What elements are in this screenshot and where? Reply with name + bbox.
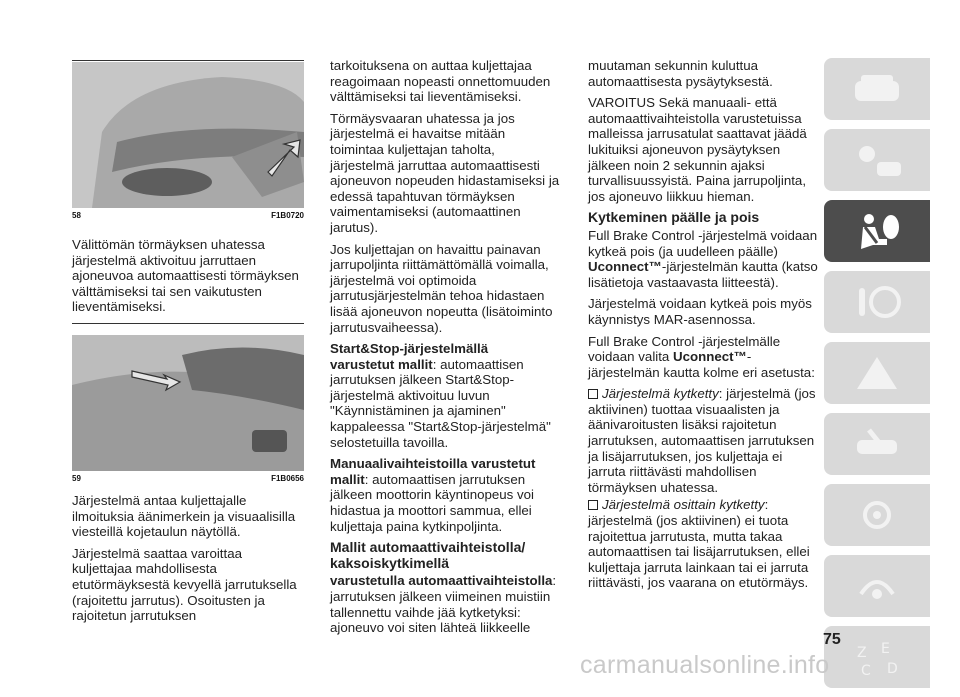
- text: : järjestelmä (jos aktiivinen) ei tuota rajoitettua jarrutusta, mutta takaa automaattisen tai lisäjarrutuksen, ellei kuljettaja jarruta lainkaan tai ei jarruta riittävästi, jos vaarana on etutörmäys.: [588, 497, 810, 591]
- paragraph: Törmäysvaaran uhatessa ja jos järjestelmä ei havaitse mitään toimintaa kuljettajan taholta, järjestelmä jarruttaa automaattisesti ajoneuvon nopeuden hidastamiseksi ja edessä tapahtuvan törmäyksen vaimentamiseksi (automaattinen jarutus).: [330, 110, 560, 235]
- text: : automaattisen jarrutuksen jälkeen Start&Stop-järjestelmä aktivoituu luvun "Käynnistäminen ja ajaminen" kappaleessa "Start&Stop-järjestelmä" selostetuilla tavoilla.: [330, 356, 551, 450]
- tab-maintenance[interactable]: [824, 413, 930, 475]
- figure-59-image: [72, 335, 304, 471]
- heading: Kytkeminen päälle ja pois: [588, 209, 760, 226]
- text: : automaattisen jarrutuksen jälkeen moottorin käyntinopeus voi hidastua ja moottori sammua, ellei kuljettaja paina kytkinpoljinta.: [330, 471, 535, 534]
- paragraph: [330, 456, 562, 534]
- key-steering-icon: [847, 280, 907, 324]
- paragraph: VAROITUS Sekä manuaali- että automaattivaihteistolla varustetuissa malleissa jarrusatulat saattavat jäädä lukituiksi ajoneuvon pysäytyksen jälkeen noin 2 sekunnin ajaksi turvallisuussyistä. Paina jarrupoljinta, jos ajoneuvo liikkuu hieman.: [588, 95, 807, 204]
- text: Full Brake Control -järjestelmälle voidaan valita: [588, 333, 781, 365]
- text: : järjestelmä (jos aktiivinen) tuottaa visuaalisten ja äänivaroitusten lisäksi rajoitetun jarrutuksen, automaattisen jarrutuksen ja lisäjarrutuksen, jos kuljettaja ei jarruta riittävästi mahdollisen törmäyksen uhatessa.: [588, 386, 816, 495]
- heading: Start&Stop-järjestelmällä: [330, 341, 489, 357]
- svg-text:D: D: [887, 661, 898, 677]
- divider: [72, 323, 304, 324]
- paragraph: Järjestelmä antaa kuljettajalle ilmoituksia äänimerkein ja visuaalisilla viesteillä kojetaulun näytöllä.: [72, 493, 296, 540]
- list-item: [588, 386, 820, 495]
- column-1-top: [72, 237, 304, 321]
- svg-text:E: E: [881, 641, 890, 657]
- svg-text:Z: Z: [857, 645, 867, 661]
- text: : jarrutuksen jälkeen viimeinen muistiin tallennettu vaihde jää kytketyksi: ajoneuvo voi siten lähteä liikkeelle: [330, 573, 557, 636]
- alphabet-index-icon: [847, 635, 907, 679]
- warning-lights-icon: [847, 138, 907, 182]
- paragraph: [330, 573, 562, 635]
- checkbox-bullet-icon: [588, 389, 598, 399]
- tab-warning-lights[interactable]: [824, 129, 930, 191]
- paragraph: [588, 228, 820, 290]
- paragraph: muutaman sekunnin kuluttua automaattisesta pysäytyksestä.: [588, 58, 773, 89]
- text: -järjestelmän kautta (katso lisätietoja vastaavasta liitteestä).: [588, 259, 818, 290]
- page-number: 75: [823, 631, 841, 648]
- figure-code: F1B0720: [271, 211, 304, 220]
- figure-59-caption: [72, 474, 304, 483]
- road-warning-icon: [847, 351, 907, 395]
- heading: Manuaalivaihteistoilla varustetut: [330, 456, 536, 472]
- figure-number: 59: [72, 474, 81, 483]
- figure-58-caption: [72, 211, 304, 220]
- list-item: [588, 497, 820, 591]
- tools-service-icon: [847, 493, 907, 537]
- option-name: Järjestelmä osittain kytketty: [602, 497, 765, 513]
- tab-multimedia[interactable]: [824, 555, 930, 617]
- car-dashboard-icon: [847, 67, 907, 111]
- column-2: [330, 58, 562, 642]
- heading: varustetut mallit: [330, 356, 433, 372]
- wrench-car-icon: [847, 422, 907, 466]
- column-3: [588, 58, 820, 597]
- tab-technical-data[interactable]: [824, 484, 930, 546]
- brand-text: Uconnect™: [673, 349, 747, 365]
- paragraph: Jos kuljettajan on havaittu painavan jarrupoljinta riittämättömällä voimalla, järjestelmä voi optimoida jarrutusjärjestelmän tehoa hidastaen lisää ajoneuvon nopeutta (lisätoiminto jarrutusvaiheessa).: [330, 241, 553, 335]
- paragraph: [588, 334, 820, 381]
- paragraph: Välittömän törmäyksen uhatessa järjestelmä aktivoituu jarruttaen ajoneuvoa automaattisesti törmäyksen välttämiseksi tai sen vaikutusten lieventämiseksi.: [72, 237, 299, 315]
- watermark-text: carmanualsonline.info: [580, 651, 830, 679]
- heading: Mallit automaattivaihteistolla/ kaksoiskytkimellä: [330, 539, 526, 571]
- heading: varustetulla automaattivaihteistolla: [330, 573, 553, 589]
- paragraph: tarkoituksena on auttaa kuljettajaa reagoimaan nopeasti onnettomuuden välttämiseksi tai lieventämiseksi.: [330, 58, 551, 105]
- figure-code: F1B0656: [271, 474, 304, 483]
- figure-58-image: [72, 62, 304, 208]
- paragraph: [330, 341, 562, 450]
- chapter-tabs: [824, 58, 930, 697]
- top-rule: [72, 60, 304, 61]
- option-name: Järjestelmä kytketty: [602, 386, 719, 402]
- brand-text: Uconnect™: [588, 259, 662, 275]
- tab-safety[interactable]: [824, 200, 930, 262]
- checkbox-bullet-icon: [588, 500, 598, 510]
- text: -järjestelmän kautta kolme eri asetusta:: [588, 349, 815, 380]
- seatbelt-airbag-icon: [847, 209, 907, 253]
- column-1-bottom: [72, 493, 304, 630]
- tab-dashboard[interactable]: [824, 58, 930, 120]
- heading: mallit: [330, 471, 365, 487]
- paragraph: Järjestelmä voidaan kytkeä pois myös käynnistys MAR-asennossa.: [588, 296, 812, 327]
- figure-number: 58: [72, 211, 81, 220]
- paragraph: Järjestelmä saattaa varoittaa kuljettajaa mahdollisesta etutörmäyksestä kevyellä jarrutuksella (rajoitettu jarrutus). Osoitusten ja rajoitetun jarrutuksen: [72, 545, 297, 624]
- text: Full Brake Control -järjestelmä voidaan kytkeä pois (ja uudelleen päälle): [588, 227, 818, 259]
- multimedia-icon: [847, 564, 907, 608]
- svg-text:C: C: [861, 663, 871, 679]
- tab-starting[interactable]: [824, 271, 930, 333]
- tab-emergency[interactable]: [824, 342, 930, 404]
